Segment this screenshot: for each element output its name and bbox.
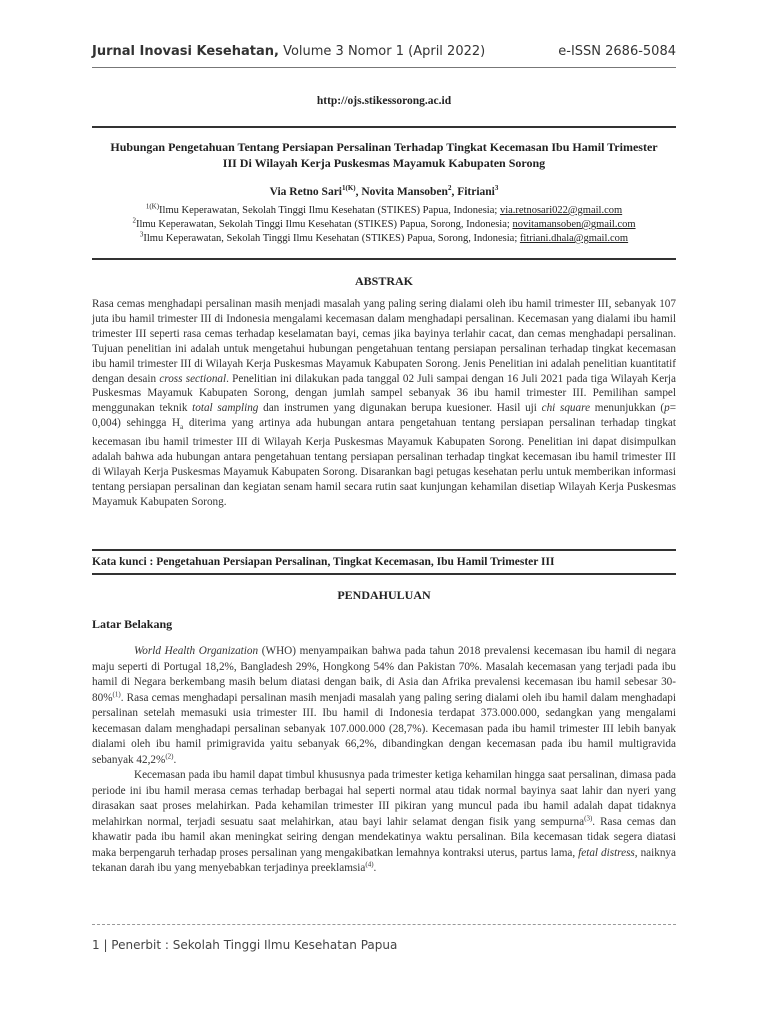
keywords-bottom-divider: [92, 573, 676, 575]
eissn: e-ISSN 2686-5084: [558, 44, 676, 59]
introduction-body: [92, 644, 676, 877]
running-header: [92, 44, 676, 66]
author-email-link[interactable]: novitamansoben@gmail.com: [512, 219, 636, 230]
author-1-marker: 1(K): [342, 184, 356, 193]
paragraph-text: .: [373, 862, 377, 874]
italic-term: fetal distress: [578, 846, 635, 859]
paragraph-text: Kecemasan pada ibu hamil dapat timbul khususnya pada trimester ketiga kehamilan hingga saat persalinan, dimasa pada periode ini ibu hamil merasa cemas terhadap berbagai hal seperti normal atau tidak normal bayinya saat lahir dan nyeri yang dirasakan saat proses melahirkan. Pada kehamilan trimester III pikiran yang muncul pada ibu hamil adalah dapat tidaknya melahirkan normal, terjadi sesuatu saat melahirkan, atau bayi lahir selamat dengan fisik yang sempurna: [92, 769, 676, 828]
journal-name: Jurnal Inovasi Kesehatan,: [92, 44, 279, 59]
paragraph: [92, 644, 676, 768]
abstract-text: dan instrumen yang digunakan berupa kuesioner. Hasil uji: [258, 402, 542, 415]
citation-marker: (3): [584, 813, 593, 822]
author-separator: ,: [451, 186, 458, 198]
paragraph-text: , naiknya tekanan darah ibu yang menyebabkan terjadinya preeklamsia: [92, 846, 676, 874]
abstract-heading: ABSTRAK: [354, 274, 413, 288]
author-2: Novita Mansoben: [361, 186, 448, 198]
hypothesis-subscript: a: [180, 423, 184, 432]
abstract-text: . Penelitian ini dilakukan pada tanggal 02 Juli sampai dengan 16 Juli 2021 pada tiga Wilayah Kerja Puskesmas Mayamuk Kabupaten Sorong, dengan jumlah sampel sebanyak 36 ibu hamil trimester III. Pemilihan sampel menggunakan teknik: [92, 372, 676, 415]
journal-citation: [92, 44, 485, 59]
title-top-divider: [92, 126, 676, 128]
author-email-link[interactable]: fitriani.dhala@gmail.com: [519, 233, 629, 244]
page-footer: 1 | Penerbit : Sekolah Tinggi Ilmu Kesehatan Papua: [92, 938, 398, 952]
author-1: Via Retno Sari: [269, 186, 342, 198]
abstract-italic-term: chi square: [541, 402, 591, 415]
keywords-top-divider: [92, 549, 676, 551]
affiliation-text: Ilmu Keperawatan, Sekolah Tinggi Ilmu Kesehatan (STIKES) Papua, Sorong, Indonesia;: [143, 233, 520, 244]
paragraph-text: .: [173, 753, 177, 766]
affiliation-2: [92, 218, 676, 232]
background-subheading: Latar Belakang: [92, 617, 173, 631]
citation-marker: (1): [112, 689, 121, 698]
article-title: [92, 139, 676, 171]
affiliation-marker: 1(K): [145, 202, 160, 211]
title-line-2: III Di Wilayah Kerja Puskesmas Mayamuk Kabupaten Sorong: [222, 156, 546, 170]
abstract-top-divider: [92, 258, 676, 260]
footer-divider: [92, 924, 676, 925]
author-2-marker: 2: [447, 184, 452, 193]
header-divider: [92, 67, 676, 68]
abstract-italic-term: cross sectional: [159, 372, 227, 385]
abstract-text: menunjukkan (: [590, 402, 665, 415]
author-list: [92, 186, 676, 198]
author-3: Fitriani: [457, 186, 495, 198]
affiliation-3: [92, 232, 676, 246]
abstract-text: = 0,004) sehingga H: [92, 402, 676, 430]
abstract-italic-term: total sampling: [192, 402, 259, 415]
paragraph-text: (WHO) menyampaikan bahwa pada tahun 2018 prevalensi kecemasan ibu hamil di negara maju seperti di Portugal 18,2%, Bangladesh 29%, Hongkong 54% dan Pakistan 70%. Masalah kecemasan yang terjadi pada ibu hamil di Negara berkembang masih belum diatasi dengan baik, di Asia dan Afrika prevalensi kecemasan ibu hamil sebesar 30-80%: [92, 645, 676, 704]
affiliation-marker: 2: [132, 216, 136, 225]
author-email-link[interactable]: via.retnosari022@gmail.com: [499, 205, 623, 216]
paragraph-text: . Rasa cemas menghadapi persalinan masih menjadi masalah yang paling sering dialami oleh ibu hamil dalam menghadapi persalinan setelah memasuki usia trimester III. Ibu hamil di Indonesia terdapat 373.000.000, sedangkan yang mengalami kecemasan dalam menghadapi persalinan sebanyak 107.000.000 (28,7%). Kecemasan pada ibu hamil trimester III lebih banyak dialami oleh ibu hamil primigravida yaitu sebanyak 66,2%, dibandingkan dengan kecemasan pada ibu hamil multigravida sebanyak 42,2%: [92, 691, 676, 766]
author-3-marker: 3: [494, 184, 499, 193]
keywords: Kata kunci : Pengetahuan Persiapan Persalinan, Tingkat Kecemasan, Ibu Hamil Trimester III: [92, 556, 555, 568]
title-line-1: Hubungan Pengetahuan Tentang Persiapan Persalinan Terhadap Tingkat Kecemasan Ibu Hamil Trimester: [110, 140, 658, 154]
affiliation-text: Ilmu Keperawatan, Sekolah Tinggi Ilmu Kesehatan (STIKES) Papua, Indonesia;: [159, 205, 500, 216]
paragraph-text: . Rasa cemas dan khawatir pada ibu hamil akan meningkat seiring dengan mendekatinya waktu persalinan. Bila kecemasan tidak segera diatasi maka berpengaruh terhadap proses persalinan yang mengakibatkan lemahnya kontraksi uterus, partus lama,: [92, 815, 676, 859]
abstract-text: diterima yang artinya ada hubungan antara pengetahuan tentang persiapan persalinan terhadap tingkat kecemasan ibu hamil trimester III di Wilayah Kerja Puskesmas Mayamuk Kabupaten Sorong. Penelitian ini dapat disimpulkan adalah bahwa ada hubungan antara pengetahuan tentang persiapan persalinan terhadap tingkat kecemasan ibu hamil trimester III di Wilayah Kerja Puskesmas Mayamuk Kabupaten Sorong. Disarankan bagi petugas kesehatan perlu untuk memberikan informasi tentang persiapan persalinan dan kegiatan senam hamil secara rutin saat kunjungan kehamilan disetiap Wilayah Kerja Puskesmas Mayamuk Kabupaten Sorong.: [92, 417, 676, 509]
abstract-body: [92, 297, 676, 510]
journal-url[interactable]: http://ojs.stikessorong.ac.id: [316, 95, 452, 107]
volume-info: Volume 3 Nomor 1 (April 2022): [278, 44, 486, 59]
abstract-italic-term: p: [664, 402, 670, 415]
citation-marker: (4): [365, 860, 374, 869]
abstract-text: Rasa cemas menghadapi persalinan masih menjadi masalah yang paling sering dialami oleh ibu hamil trimester III, sebanyak 107 juta ibu hamil trimester III di Indonesia mengalami kecemasan dalam menghadapi persalinan. Kecemasan yang dialami ibu hamil trimester III seperti rasa cemas terhadap keselamatan bayi, cemas jika bayinya terlahir cacat, dan cemas menghadapi persalinan. Tujuan penelitian ini adalah untuk mengetahui hubungan pengetahuan tentang persiapan persalinan terhadap tingkat kecemasan ibu hamil trimester III di Wilayah Kerja Puskesmas Mayamuk Kabupaten Sorong. Jenis Penelitian ini adalah penelitian kuantitatif dengan desain: [92, 298, 676, 385]
citation-marker: (2): [165, 751, 174, 760]
affiliation-1: [92, 204, 676, 218]
italic-term: World Health Organization: [134, 645, 259, 657]
introduction-heading: PENDAHULUAN: [337, 588, 431, 602]
author-separator: ,: [355, 186, 362, 198]
affiliation-text: Ilmu Keperawatan, Sekolah Tinggi Ilmu Kesehatan (STIKES) Papua, Sorong, Indonesia;: [135, 219, 513, 230]
paragraph: [92, 768, 676, 877]
affiliation-marker: 3: [139, 230, 144, 239]
